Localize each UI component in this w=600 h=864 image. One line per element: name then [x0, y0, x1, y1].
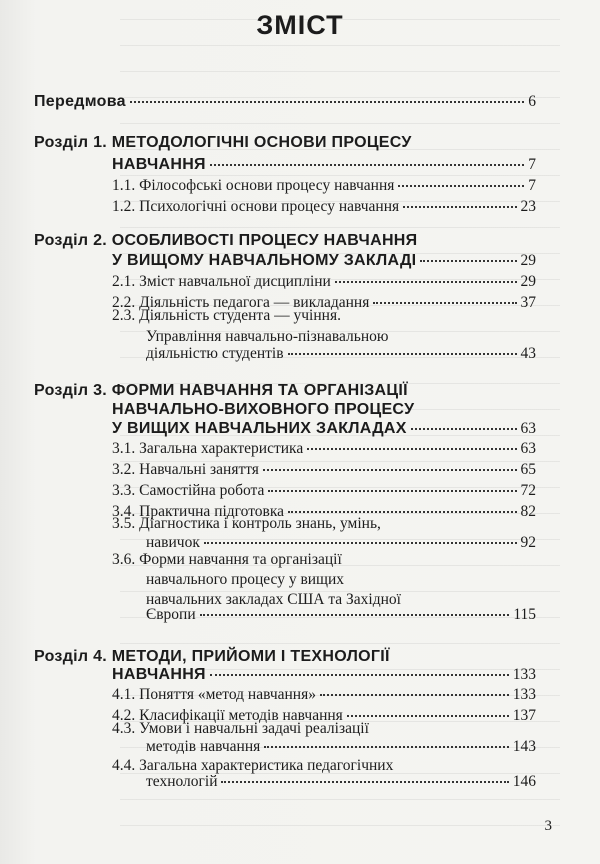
entry-label: 2.2. Діяльність педагога — викладання — [112, 294, 370, 311]
dot-leader — [398, 185, 524, 187]
entry-page: 43 — [520, 345, 536, 362]
toc-entry-3-5 — [146, 534, 536, 552]
entry-label: НАВЧАННЯ — [112, 666, 206, 683]
dot-leader — [288, 511, 516, 513]
entry-page: 7 — [528, 156, 536, 173]
dot-leader — [200, 614, 510, 616]
toc-entry-3-5-line1: 3.5. Діагностика і контроль знань, умінь, — [112, 515, 381, 532]
toc-entry-4-4-line1: 4.4. Загальна характеристика педагогічних — [112, 757, 394, 774]
dot-leader — [263, 469, 517, 471]
toc-entry-preface — [34, 93, 536, 111]
toc-entry-1-1 — [112, 177, 536, 195]
entry-label: діяльністю студентів — [146, 345, 284, 362]
dot-leader — [221, 781, 508, 783]
entry-page: 82 — [520, 503, 536, 520]
section-2-heading-end — [112, 252, 536, 270]
entry-label: 1.1. Філософські основи процесу навчання — [112, 177, 395, 194]
entry-page: 72 — [520, 482, 536, 499]
entry-label: У ВИЩИХ НАВЧАЛЬНИХ ЗАКЛАДАХ — [112, 420, 407, 437]
dot-leader — [420, 260, 516, 262]
entry-label: 1.2. Психологічні основи процесу навчання — [112, 198, 400, 215]
toc-entry-1-2 — [112, 198, 536, 216]
entry-label: 2.1. Зміст навчальної дисципліни — [112, 273, 331, 290]
dot-leader — [411, 428, 517, 430]
toc-entry-4-4 — [146, 773, 536, 791]
toc-entry-3-6-line2: навчального процесу у вищих — [146, 571, 345, 588]
dot-leader — [264, 746, 509, 748]
entry-label: Передмова — [34, 93, 126, 110]
entry-label: 3.2. Навчальні заняття — [112, 461, 259, 478]
toc-entry-2-3 — [146, 345, 536, 363]
section-3-heading-end — [112, 420, 536, 438]
section-1-heading: Розділ 1. МЕТОДОЛОГІЧНІ ОСНОВИ ПРОЦЕСУ — [34, 134, 412, 151]
toc-entry-3-6-line1: 3.6. Форми навчання та організації — [112, 551, 342, 568]
entry-label: НАВЧАННЯ — [112, 156, 206, 173]
entry-page: 6 — [528, 93, 536, 110]
dot-leader — [288, 353, 517, 355]
entry-page: 29 — [520, 273, 536, 290]
dot-leader — [335, 281, 517, 283]
section-3-heading: Розділ 3. ФОРМИ НАВЧАННЯ ТА ОРГАНІЗАЦІЇ — [34, 382, 408, 399]
dot-leader — [210, 164, 524, 166]
entry-label: 3.4. Практична підготовка — [112, 503, 285, 520]
entry-label: 4.2. Класифікації методів навчання — [112, 707, 343, 724]
toc-entry-4-1 — [112, 686, 536, 704]
section-2-heading: Розділ 2. ОСОБЛИВОСТІ ПРОЦЕСУ НАВЧАННЯ — [34, 232, 418, 249]
toc-entry-2-1 — [112, 273, 536, 291]
entry-page: 7 — [528, 177, 536, 194]
entry-page: 143 — [512, 738, 536, 755]
entry-page: 115 — [513, 606, 536, 623]
dot-leader — [204, 542, 517, 544]
entry-page: 23 — [520, 198, 536, 215]
entry-page: 29 — [520, 252, 536, 269]
dot-leader — [320, 694, 509, 696]
section-4-heading-end — [112, 666, 536, 684]
dot-leader — [130, 101, 524, 103]
dot-leader — [403, 206, 516, 208]
entry-page: 137 — [512, 707, 536, 724]
toc-entry-2-3-line2: Управління навчально-пізнавальною — [146, 328, 389, 345]
dot-leader — [268, 490, 516, 492]
entry-label: навичок — [146, 534, 200, 551]
entry-page: 92 — [520, 534, 536, 551]
entry-page: 133 — [512, 686, 536, 703]
page-title: ЗМІСТ — [256, 10, 344, 40]
entry-label: У ВИЩОМУ НАВЧАЛЬНОМУ ЗАКЛАДІ — [112, 252, 417, 269]
toc-entry-4-3-line1: 4.3. Умови і навчальні задачі реалізації — [112, 720, 369, 737]
entry-label: Європи — [146, 606, 196, 623]
dot-leader — [347, 715, 509, 717]
entry-page: 37 — [520, 294, 536, 311]
entry-page: 133 — [512, 666, 536, 683]
section-1-heading-end — [112, 156, 536, 174]
entry-page: 146 — [512, 773, 536, 790]
toc-entry-3-3 — [112, 482, 536, 500]
dot-leader — [307, 448, 516, 450]
section-3-heading-line2: НАВЧАЛЬНО-ВИХОВНОГО ПРОЦЕСУ — [112, 401, 415, 418]
toc-entry-3-6-line3: навчальних закладах США та Західної — [146, 591, 401, 608]
entry-label: 3.1. Загальна характеристика — [112, 440, 304, 457]
entry-page: 65 — [520, 461, 536, 478]
toc-entry-2-3-line1: 2.3. Діяльність студента — учіння. — [112, 307, 341, 324]
section-4-heading: Розділ 4. МЕТОДИ, ПРИЙОМИ І ТЕХНОЛОГІЇ — [34, 648, 390, 665]
entry-label: 4.1. Поняття «метод навчання» — [112, 686, 316, 703]
entry-label: 3.3. Самостійна робота — [112, 482, 265, 499]
toc-entry-3-2 — [112, 461, 536, 479]
entry-page: 63 — [520, 440, 536, 457]
entry-label: технологій — [146, 773, 218, 790]
entry-label: методів навчання — [146, 738, 261, 755]
page-number: 3 — [544, 818, 552, 834]
dot-leader — [210, 674, 509, 676]
dot-leader — [373, 302, 516, 304]
toc-entry-3-1 — [112, 440, 536, 458]
toc-entry-3-6 — [146, 606, 536, 624]
entry-page: 63 — [520, 420, 536, 437]
toc-entry-4-3 — [146, 738, 536, 756]
